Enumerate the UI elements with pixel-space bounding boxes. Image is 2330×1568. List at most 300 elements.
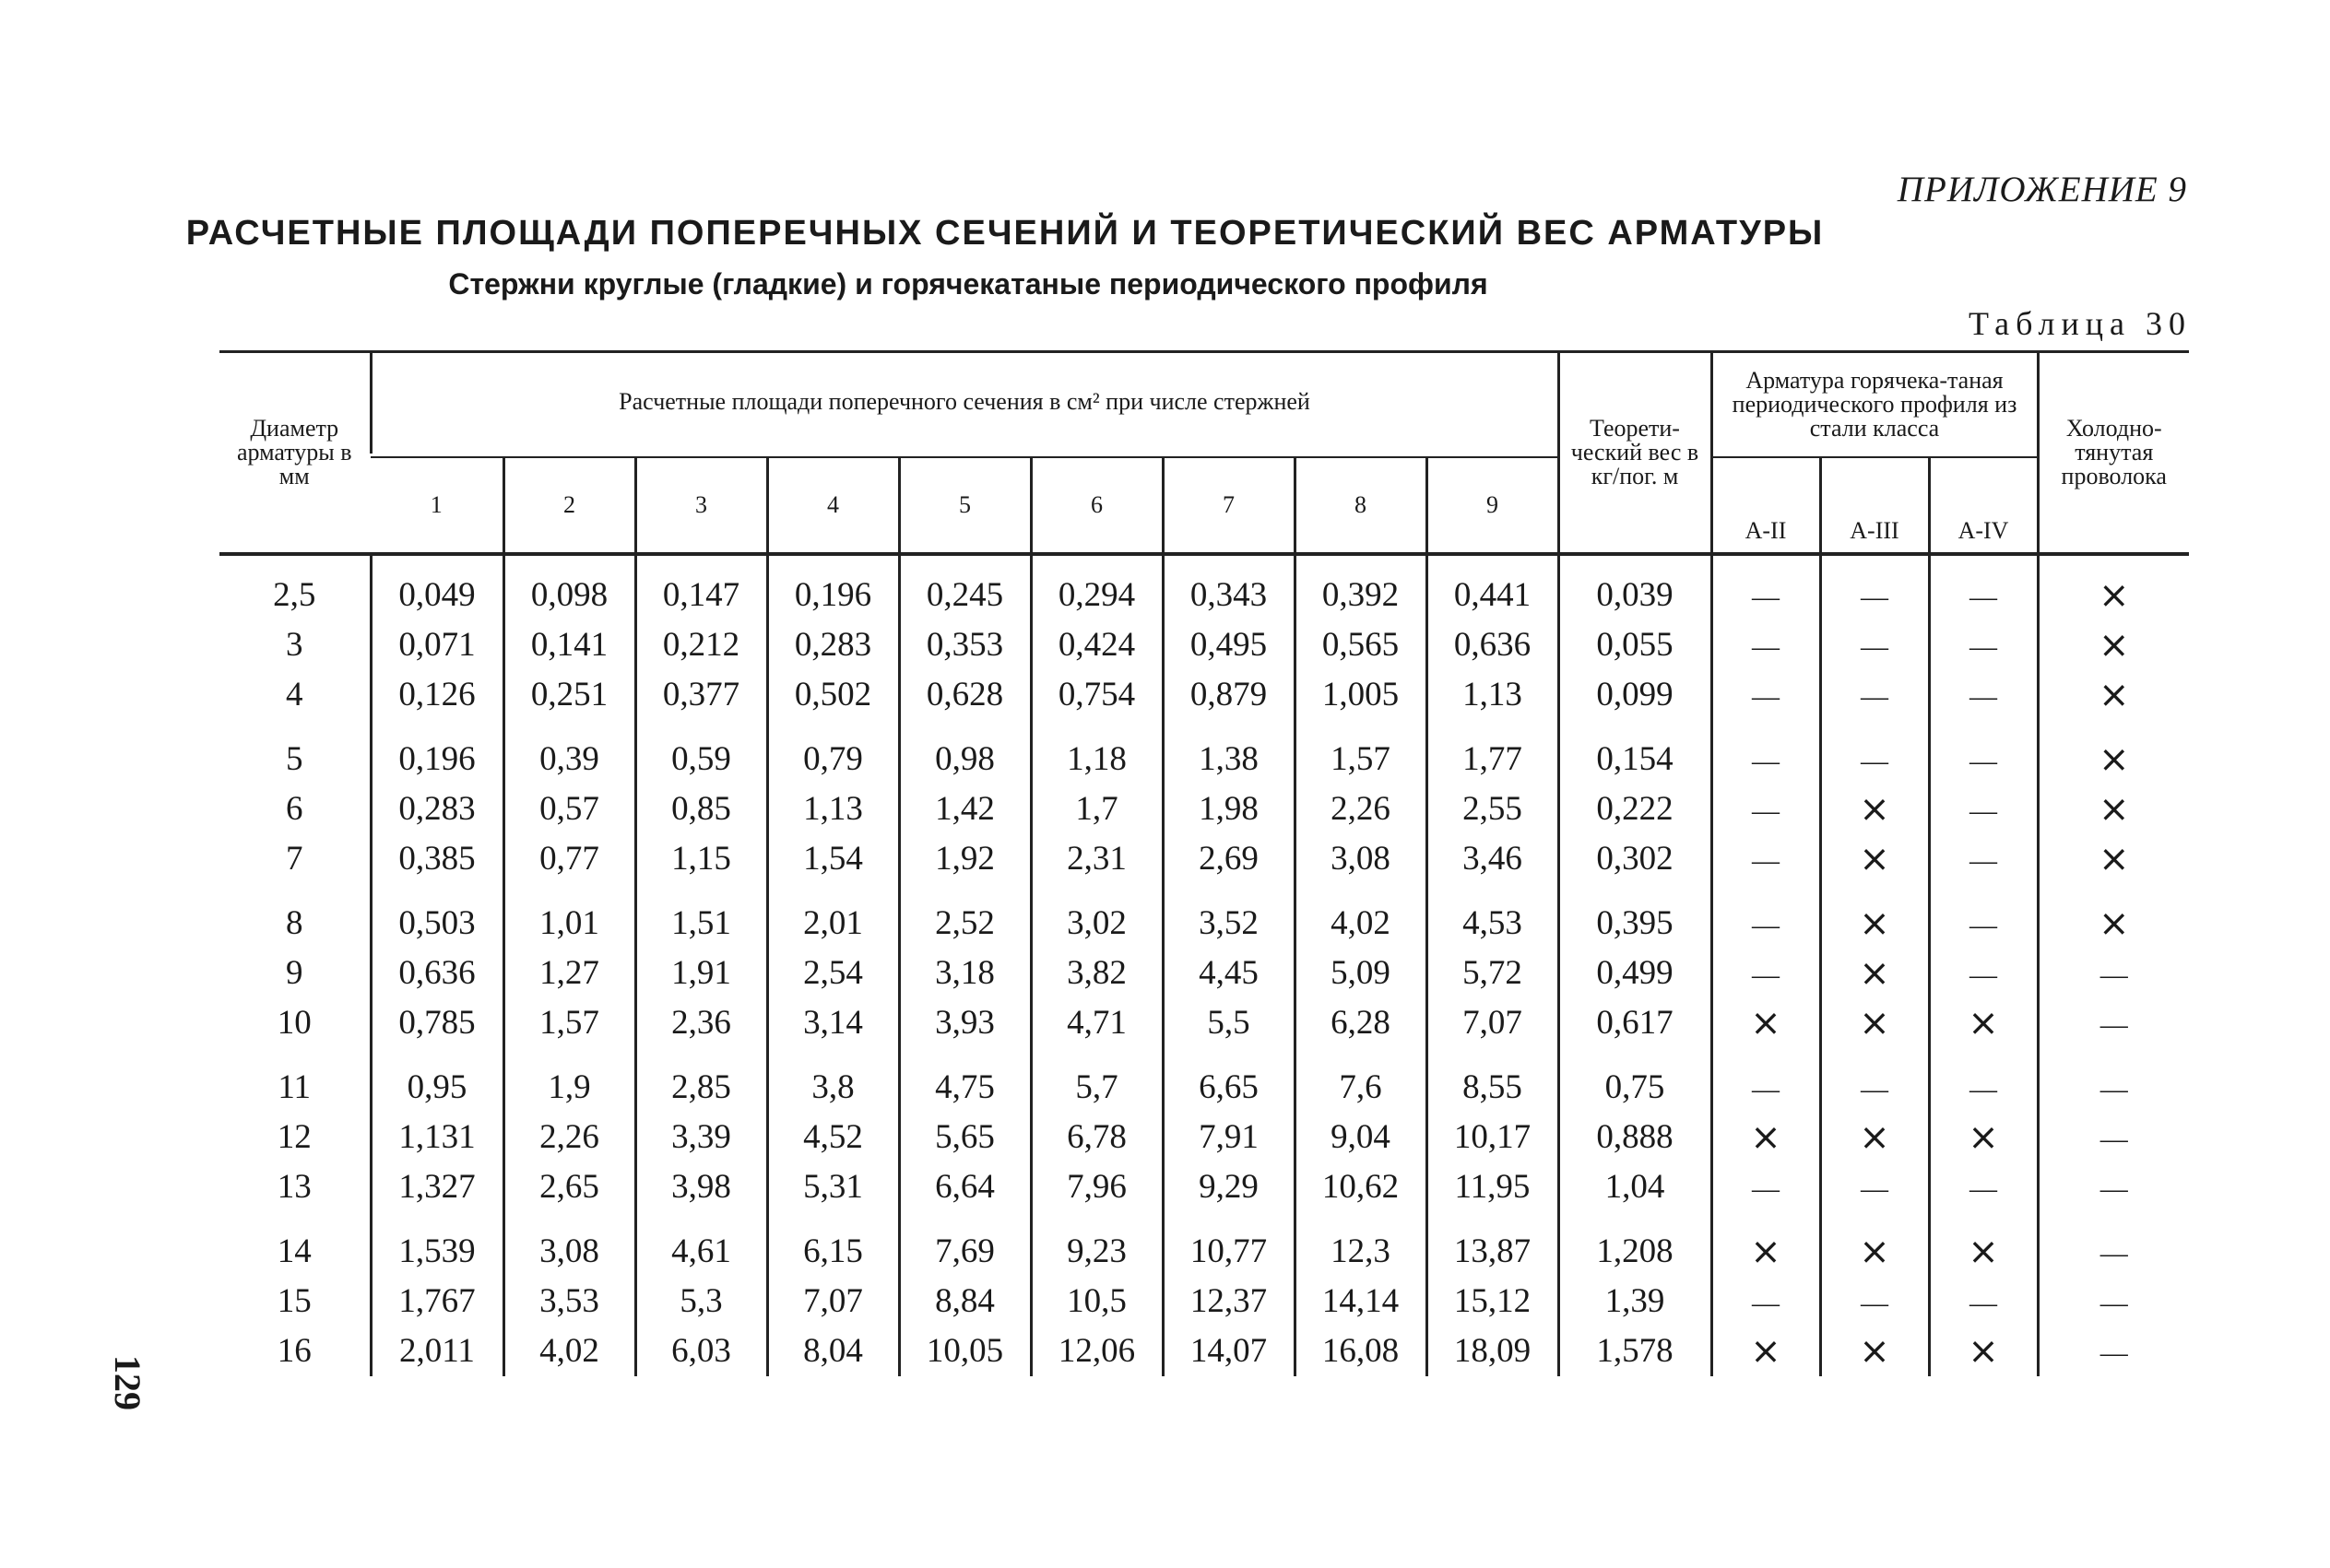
area-cell [899,720,1031,784]
table-row [219,1113,2189,1162]
area-cell [1295,720,1426,784]
header-class-a2: A-II [1711,457,1820,554]
class-cell [1820,784,1929,834]
area-cell-value: 8,04 [803,1332,863,1370]
area-cell-value: 1,38 [1199,740,1259,778]
area-cell-value: 0,424 [1058,626,1136,664]
class-cell [1711,670,1820,720]
area-cell-value: 7,07 [803,1282,863,1320]
header-count-8: 8 [1295,457,1426,554]
diameter-cell-value: 12 [277,1118,312,1156]
area-cell [371,670,503,720]
table-row [219,1326,2189,1376]
area-cell-value: 1,01 [539,904,599,942]
class-cell [1820,998,1929,1048]
page-number: 129 [107,1355,148,1410]
area-cell-value: 0,79 [803,740,863,778]
area-cell [767,834,899,884]
area-cell [635,949,767,998]
class-cell-value: — [1752,1288,1780,1318]
area-cell [1295,670,1426,720]
area-cell [767,1326,899,1376]
page-title: РАСЧЕТНЫЕ ПЛОЩАДИ ПОПЕРЕЧНЫХ СЕЧЕНИЙ И ТЕОРЕТИЧЕСКИЙ ВЕС АРМАТУРЫ [185,214,1825,253]
weight-cell [1558,1277,1711,1326]
area-cell [1426,1048,1558,1113]
area-cell [767,554,899,620]
area-cell-value: 0,85 [671,790,731,828]
page-subtitle: Стержни круглые (гладкие) и горячекатаные периодического профиля [448,267,1488,301]
area-cell [1031,884,1163,949]
area-cell [503,1277,635,1326]
header-count-2: 2 [503,457,635,554]
area-cell [1426,1326,1558,1376]
area-cell [1163,834,1295,884]
area-cell [1295,1212,1426,1277]
weight-cell [1558,1162,1711,1212]
class-cell-value: — [1969,796,1997,826]
class-cell [1711,1162,1820,1212]
area-cell [767,784,899,834]
area-cell-value: 2,26 [539,1118,599,1156]
class-cell [1929,554,2038,620]
header-count-6: 6 [1031,457,1163,554]
area-cell-value: 1,57 [1331,740,1390,778]
class-cell-value: — [1861,1074,1888,1104]
class-cell-value: × [1968,1001,1999,1044]
area-cell-value: 3,8 [811,1068,855,1106]
area-cell [1295,884,1426,949]
area-cell [899,1048,1031,1113]
area-cell-value: 0,294 [1058,576,1136,614]
class-cell-value: — [1752,746,1780,776]
area-cell [1163,1113,1295,1162]
class-cell [1711,998,1820,1048]
area-cell-value: 0,503 [398,904,476,942]
area-cell-value: 0,502 [794,676,872,713]
area-cell-value: 5,3 [680,1282,723,1320]
area-cell-value: 3,18 [935,954,995,992]
area-cell [1426,1212,1558,1277]
table-row [219,1162,2189,1212]
diameter-cell-value: 2,5 [273,576,316,614]
weight-cell [1558,784,1711,834]
weight-cell [1558,1326,1711,1376]
header-rebar: Арматура горячека-таная периодического профиля из стали класса [1711,352,2038,457]
area-cell [371,884,503,949]
area-cell-value: 3,08 [1331,840,1390,878]
area-cell [635,1048,767,1113]
area-cell-value: 0,39 [539,740,599,778]
class-cell-value: × [1859,787,1890,831]
area-cell [899,1113,1031,1162]
table-row [219,949,2189,998]
area-cell [899,784,1031,834]
area-cell [899,1277,1031,1326]
area-cell [371,720,503,784]
wire-cell [2038,784,2189,834]
area-cell-value: 9,04 [1331,1118,1390,1156]
header-diameter: Диаметр арматуры в мм [219,352,371,554]
area-cell [503,1326,635,1376]
area-cell-value: 5,09 [1331,954,1390,992]
diameter-cell-value: 13 [277,1168,312,1206]
weight-cell-value: 0,302 [1596,840,1674,878]
area-cell-value: 2,36 [671,1004,731,1042]
area-cell-value: 3,39 [671,1118,731,1156]
class-cell [1929,1162,2038,1212]
area-cell-value: 5,7 [1075,1068,1118,1106]
area-cell [1295,784,1426,834]
diameter-cell [219,620,371,670]
area-cell-value: 4,75 [935,1068,995,1106]
area-cell-value: 0,283 [794,626,872,664]
class-cell-value: — [1861,1173,1888,1204]
area-cell [503,834,635,884]
weight-cell [1558,884,1711,949]
area-cell [371,620,503,670]
area-cell-value: 7,96 [1067,1168,1127,1206]
header-areas: Расчетные площади поперечного сечения в см² при числе стержней [371,352,1558,454]
class-cell [1929,1277,2038,1326]
class-cell [1711,949,1820,998]
table-row [219,670,2189,720]
weight-cell [1558,670,1711,720]
area-cell [1163,554,1295,620]
rebar-table [219,350,2189,1376]
diameter-cell-value: 3 [286,626,303,664]
area-cell-value: 3,93 [935,1004,995,1042]
area-cell [635,1277,767,1326]
class-cell-value: × [1968,1115,1999,1159]
wire-cell [2038,949,2189,998]
area-cell [1295,1277,1426,1326]
area-cell-value: 4,71 [1067,1004,1127,1042]
diameter-cell [219,1326,371,1376]
area-cell [1295,1326,1426,1376]
class-cell-value: × [1859,951,1890,995]
area-cell [767,1212,899,1277]
area-cell-value: 1,57 [539,1004,599,1042]
table-row [219,784,2189,834]
weight-cell-value: 1,39 [1604,1282,1665,1320]
class-cell-value: × [1859,1230,1890,1273]
class-cell [1820,620,1929,670]
area-cell [635,1113,767,1162]
area-cell-value: 6,65 [1199,1068,1259,1106]
area-cell-value: 2,85 [671,1068,731,1106]
area-cell [1163,720,1295,784]
table-body [219,554,2189,1376]
class-cell-value: — [1969,1288,1997,1318]
area-cell-value: 4,02 [539,1332,599,1370]
weight-cell-value: 1,04 [1604,1168,1665,1206]
area-cell [1426,884,1558,949]
area-cell [767,670,899,720]
area-cell [1426,670,1558,720]
area-cell-value: 0,245 [926,576,1004,614]
area-cell-value: 0,196 [398,740,476,778]
class-cell-value: × [1859,1115,1890,1159]
area-cell-value: 1,18 [1067,740,1127,778]
area-cell-value: 7,6 [1339,1068,1382,1106]
area-cell-value: 4,45 [1199,954,1259,992]
area-cell-value: 6,28 [1331,1004,1390,1042]
area-cell [635,998,767,1048]
area-cell [635,884,767,949]
area-cell-value: 1,42 [935,790,995,828]
area-cell [1031,1277,1163,1326]
area-cell [371,554,503,620]
header-weight [1558,352,1711,554]
table-row [219,834,2189,884]
area-cell-value: 0,879 [1189,676,1268,713]
area-cell [1426,834,1558,884]
area-cell [899,620,1031,670]
area-cell [767,949,899,998]
area-cell [1031,1048,1163,1113]
table-row [219,1048,2189,1113]
area-cell-value: 18,09 [1453,1332,1532,1370]
area-cell [1163,1212,1295,1277]
class-cell [1820,949,1929,998]
area-cell-value: 10,77 [1189,1232,1268,1270]
area-cell-value: 0,141 [530,626,609,664]
wire-cell-value: — [2099,1124,2128,1154]
weight-cell-value: 0,222 [1596,790,1674,828]
wire-cell-value: × [2098,573,2130,617]
class-cell [1929,1113,2038,1162]
area-cell-value: 1,539 [398,1232,476,1270]
area-cell-value: 4,02 [1331,904,1390,942]
diameter-cell [219,670,371,720]
area-cell-value: 3,98 [671,1168,731,1206]
class-cell-value: — [1861,746,1888,776]
area-cell [1426,1162,1558,1212]
area-cell [371,1326,503,1376]
area-cell-value: 2,011 [399,1332,475,1370]
class-cell-value: — [1752,681,1780,712]
area-cell [503,1162,635,1212]
wire-cell-value: — [2099,960,2128,990]
class-cell [1820,884,1929,949]
header-class-a4: A-IV [1929,457,2038,554]
weight-cell-value: 0,099 [1596,676,1674,713]
wire-cell [2038,670,2189,720]
area-cell-value: 0,196 [794,576,872,614]
class-cell-value: — [1752,796,1780,826]
class-cell [1929,1326,2038,1376]
area-cell [503,1212,635,1277]
area-cell [1295,834,1426,884]
diameter-cell-value: 5 [286,740,303,778]
area-cell-value: 0,251 [530,676,609,713]
class-cell-value: — [1861,681,1888,712]
class-cell-value: × [1859,902,1890,945]
class-cell [1820,554,1929,620]
weight-cell-value: 0,039 [1596,576,1674,614]
class-cell-value: — [1752,631,1780,662]
class-cell-value: × [1750,1001,1781,1044]
area-cell-value: 1,54 [803,840,863,878]
class-cell-value: — [1969,1074,1997,1104]
class-cell-value: × [1750,1230,1781,1273]
area-cell [899,1162,1031,1212]
table-header [219,352,2189,554]
area-cell [1426,620,1558,670]
wire-cell-value: — [2099,1074,2128,1104]
diameter-cell [219,834,371,884]
area-cell-value: 5,31 [803,1168,863,1206]
area-cell [767,1048,899,1113]
area-cell-value: 5,72 [1462,954,1522,992]
diameter-cell-value: 11 [278,1068,312,1106]
area-cell [1426,784,1558,834]
area-cell-value: 3,08 [539,1232,599,1270]
weight-cell-value: 0,617 [1596,1004,1674,1042]
area-cell-value: 9,29 [1199,1168,1259,1206]
weight-cell-value: 1,208 [1596,1232,1674,1270]
diameter-cell-value: 8 [286,904,303,942]
area-cell [1031,1212,1163,1277]
area-cell [371,1162,503,1212]
class-cell-value: — [1861,631,1888,662]
area-cell [1031,949,1163,998]
area-cell [1426,720,1558,784]
class-cell-value: — [1752,582,1780,612]
wire-cell [2038,1162,2189,1212]
area-cell-value: 1,15 [671,840,731,878]
area-cell [503,720,635,784]
area-cell [1031,998,1163,1048]
area-cell-value: 1,767 [398,1282,476,1320]
area-cell [1031,834,1163,884]
area-cell-value: 0,441 [1453,576,1532,614]
class-cell [1929,884,2038,949]
area-cell-value: 0,126 [398,676,476,713]
area-cell-value: 0,495 [1189,626,1268,664]
class-cell-value: — [1969,681,1997,712]
area-cell-value: 0,098 [530,576,609,614]
area-cell [635,620,767,670]
class-cell-value: — [1969,845,1997,876]
area-cell [1163,949,1295,998]
area-cell [635,1326,767,1376]
weight-cell [1558,1212,1711,1277]
area-cell-value: 4,53 [1462,904,1522,942]
class-cell-value: — [1969,1173,1997,1204]
area-cell-value: 0,392 [1321,576,1400,614]
area-cell [1163,998,1295,1048]
area-cell [1295,998,1426,1048]
area-cell-value: 1,91 [671,954,731,992]
table-label: Таблица 30 [1969,305,2192,342]
area-cell-value: 10,5 [1067,1282,1127,1320]
area-cell [1295,1162,1426,1212]
area-cell-value: 12,06 [1058,1332,1136,1370]
area-cell-value: 1,7 [1075,790,1118,828]
table-row [219,1212,2189,1277]
area-cell-value: 0,77 [539,840,599,878]
diameter-cell [219,1162,371,1212]
area-cell-value: 4,52 [803,1118,863,1156]
wire-cell-value: — [2099,1338,2128,1368]
class-cell [1711,720,1820,784]
area-cell-value: 2,54 [803,954,863,992]
weight-cell [1558,998,1711,1048]
area-cell-value: 0,98 [935,740,995,778]
diameter-cell [219,1048,371,1113]
area-cell [1031,620,1163,670]
area-cell-value: 2,31 [1067,840,1127,878]
weight-cell-value: 0,395 [1596,904,1674,942]
area-cell-value: 5,65 [935,1118,995,1156]
area-cell-value: 6,15 [803,1232,863,1270]
area-cell-value: 2,55 [1462,790,1522,828]
diameter-cell-value: 4 [286,676,303,713]
wire-cell-value: × [2098,737,2130,781]
area-cell [1426,998,1558,1048]
class-cell [1711,1326,1820,1376]
area-cell-value: 6,78 [1067,1118,1127,1156]
wire-cell [2038,554,2189,620]
wire-cell-value: × [2098,902,2130,945]
table-row [219,554,2189,620]
area-cell [635,720,767,784]
area-cell-value: 1,131 [398,1118,476,1156]
area-cell [899,670,1031,720]
class-cell-value: — [1752,1074,1780,1104]
class-cell [1711,884,1820,949]
weight-cell-value: 0,75 [1604,1068,1665,1106]
diameter-cell [219,998,371,1048]
area-cell [371,834,503,884]
class-cell [1820,1048,1929,1113]
diameter-cell [219,949,371,998]
area-cell [635,554,767,620]
area-cell-value: 8,55 [1462,1068,1522,1106]
area-cell-value: 7,69 [935,1232,995,1270]
header-class-a3: A-III [1820,457,1929,554]
area-cell [635,1162,767,1212]
area-cell [1031,670,1163,720]
area-cell [899,998,1031,1048]
area-cell [635,784,767,834]
class-cell-value: × [1859,1001,1890,1044]
class-cell [1929,998,2038,1048]
wire-cell-value: — [2099,1009,2128,1040]
class-cell [1820,1212,1929,1277]
table-row [219,1277,2189,1326]
area-cell-value: 7,91 [1199,1118,1259,1156]
wire-cell [2038,1212,2189,1277]
wire-cell-value: — [2099,1173,2128,1204]
area-cell-value: 3,82 [1067,954,1127,992]
area-cell-value: 0,59 [671,740,731,778]
class-cell [1711,1277,1820,1326]
area-cell-value: 0,628 [926,676,1004,713]
area-cell-value: 0,212 [662,626,740,664]
area-cell [503,620,635,670]
header-wire: Холодно-тянутая проволока [2038,352,2189,554]
area-cell-value: 3,53 [539,1282,599,1320]
area-cell [1031,1326,1163,1376]
area-cell [371,998,503,1048]
class-cell-value: × [1750,1329,1781,1373]
area-cell [1031,554,1163,620]
area-cell-value: 13,87 [1453,1232,1532,1270]
wire-cell [2038,998,2189,1048]
class-cell [1711,1212,1820,1277]
